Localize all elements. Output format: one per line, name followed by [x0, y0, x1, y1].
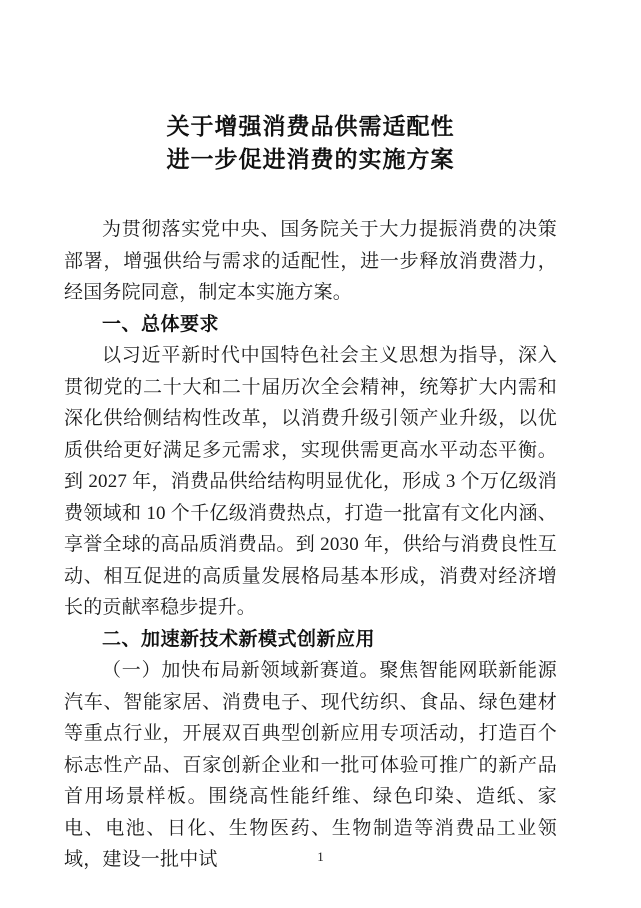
section-heading-new-tech-new-models: 二、加速新技术新模式创新应用 [102, 628, 376, 650]
document-title [64, 110, 557, 176]
paragraph-overall-requirements: 以习近平新时代中国特色社会主义思想为指导，深入贯彻党的二十大和二十届历次全会精神，统筹扩大内需和深化供给侧结构性改革，以消费升级引领产业升级，以优质供给更好满足多元需求，实现供需更高水平动态平衡。到 2027 年，消费品供给结构明显优化，形成 3 个万亿级消费领域和 10 个千亿级消费热点，打造一批富有文化内涵、享誉全球的高品质消费品。到 2030 年，供给与消费良性互动、相互促进的高质量发展格局基本形成，消费对经济增长的贡献率稳步提升。 [64, 345, 557, 618]
paragraph-intro: 为贯彻落实党中央、国务院关于大力提振消费的决策部署，增强供给与需求的适配性，进一步释放消费潜力，经国务院同意，制定本实施方案。 [64, 219, 557, 303]
paragraph-new-areas-new-tracks: （一）加快布局新领域新赛道。聚焦智能网联新能源汽车、智能家居、消费电子、现代纺织、食品、绿色建材等重点行业，开展双百典型创新应用专项活动，打造百个标志性产品、百家创新企业和一批可体验可推广的新产品首用场景样板。围绕高性能纤维、绿色印染、造纸、家电、电池、日化、生物医药、生物制造等消费品工业领域，建设一批中试 [64, 660, 557, 870]
page-number: 1 [317, 849, 324, 864]
document-body [64, 214, 557, 876]
section-heading-overall-requirements: 一、总体要求 [102, 313, 220, 335]
document-title-line-1: 关于增强消费品供需适配性 [166, 114, 455, 139]
document-title-line-2: 进一步促进消费的实施方案 [166, 147, 455, 172]
